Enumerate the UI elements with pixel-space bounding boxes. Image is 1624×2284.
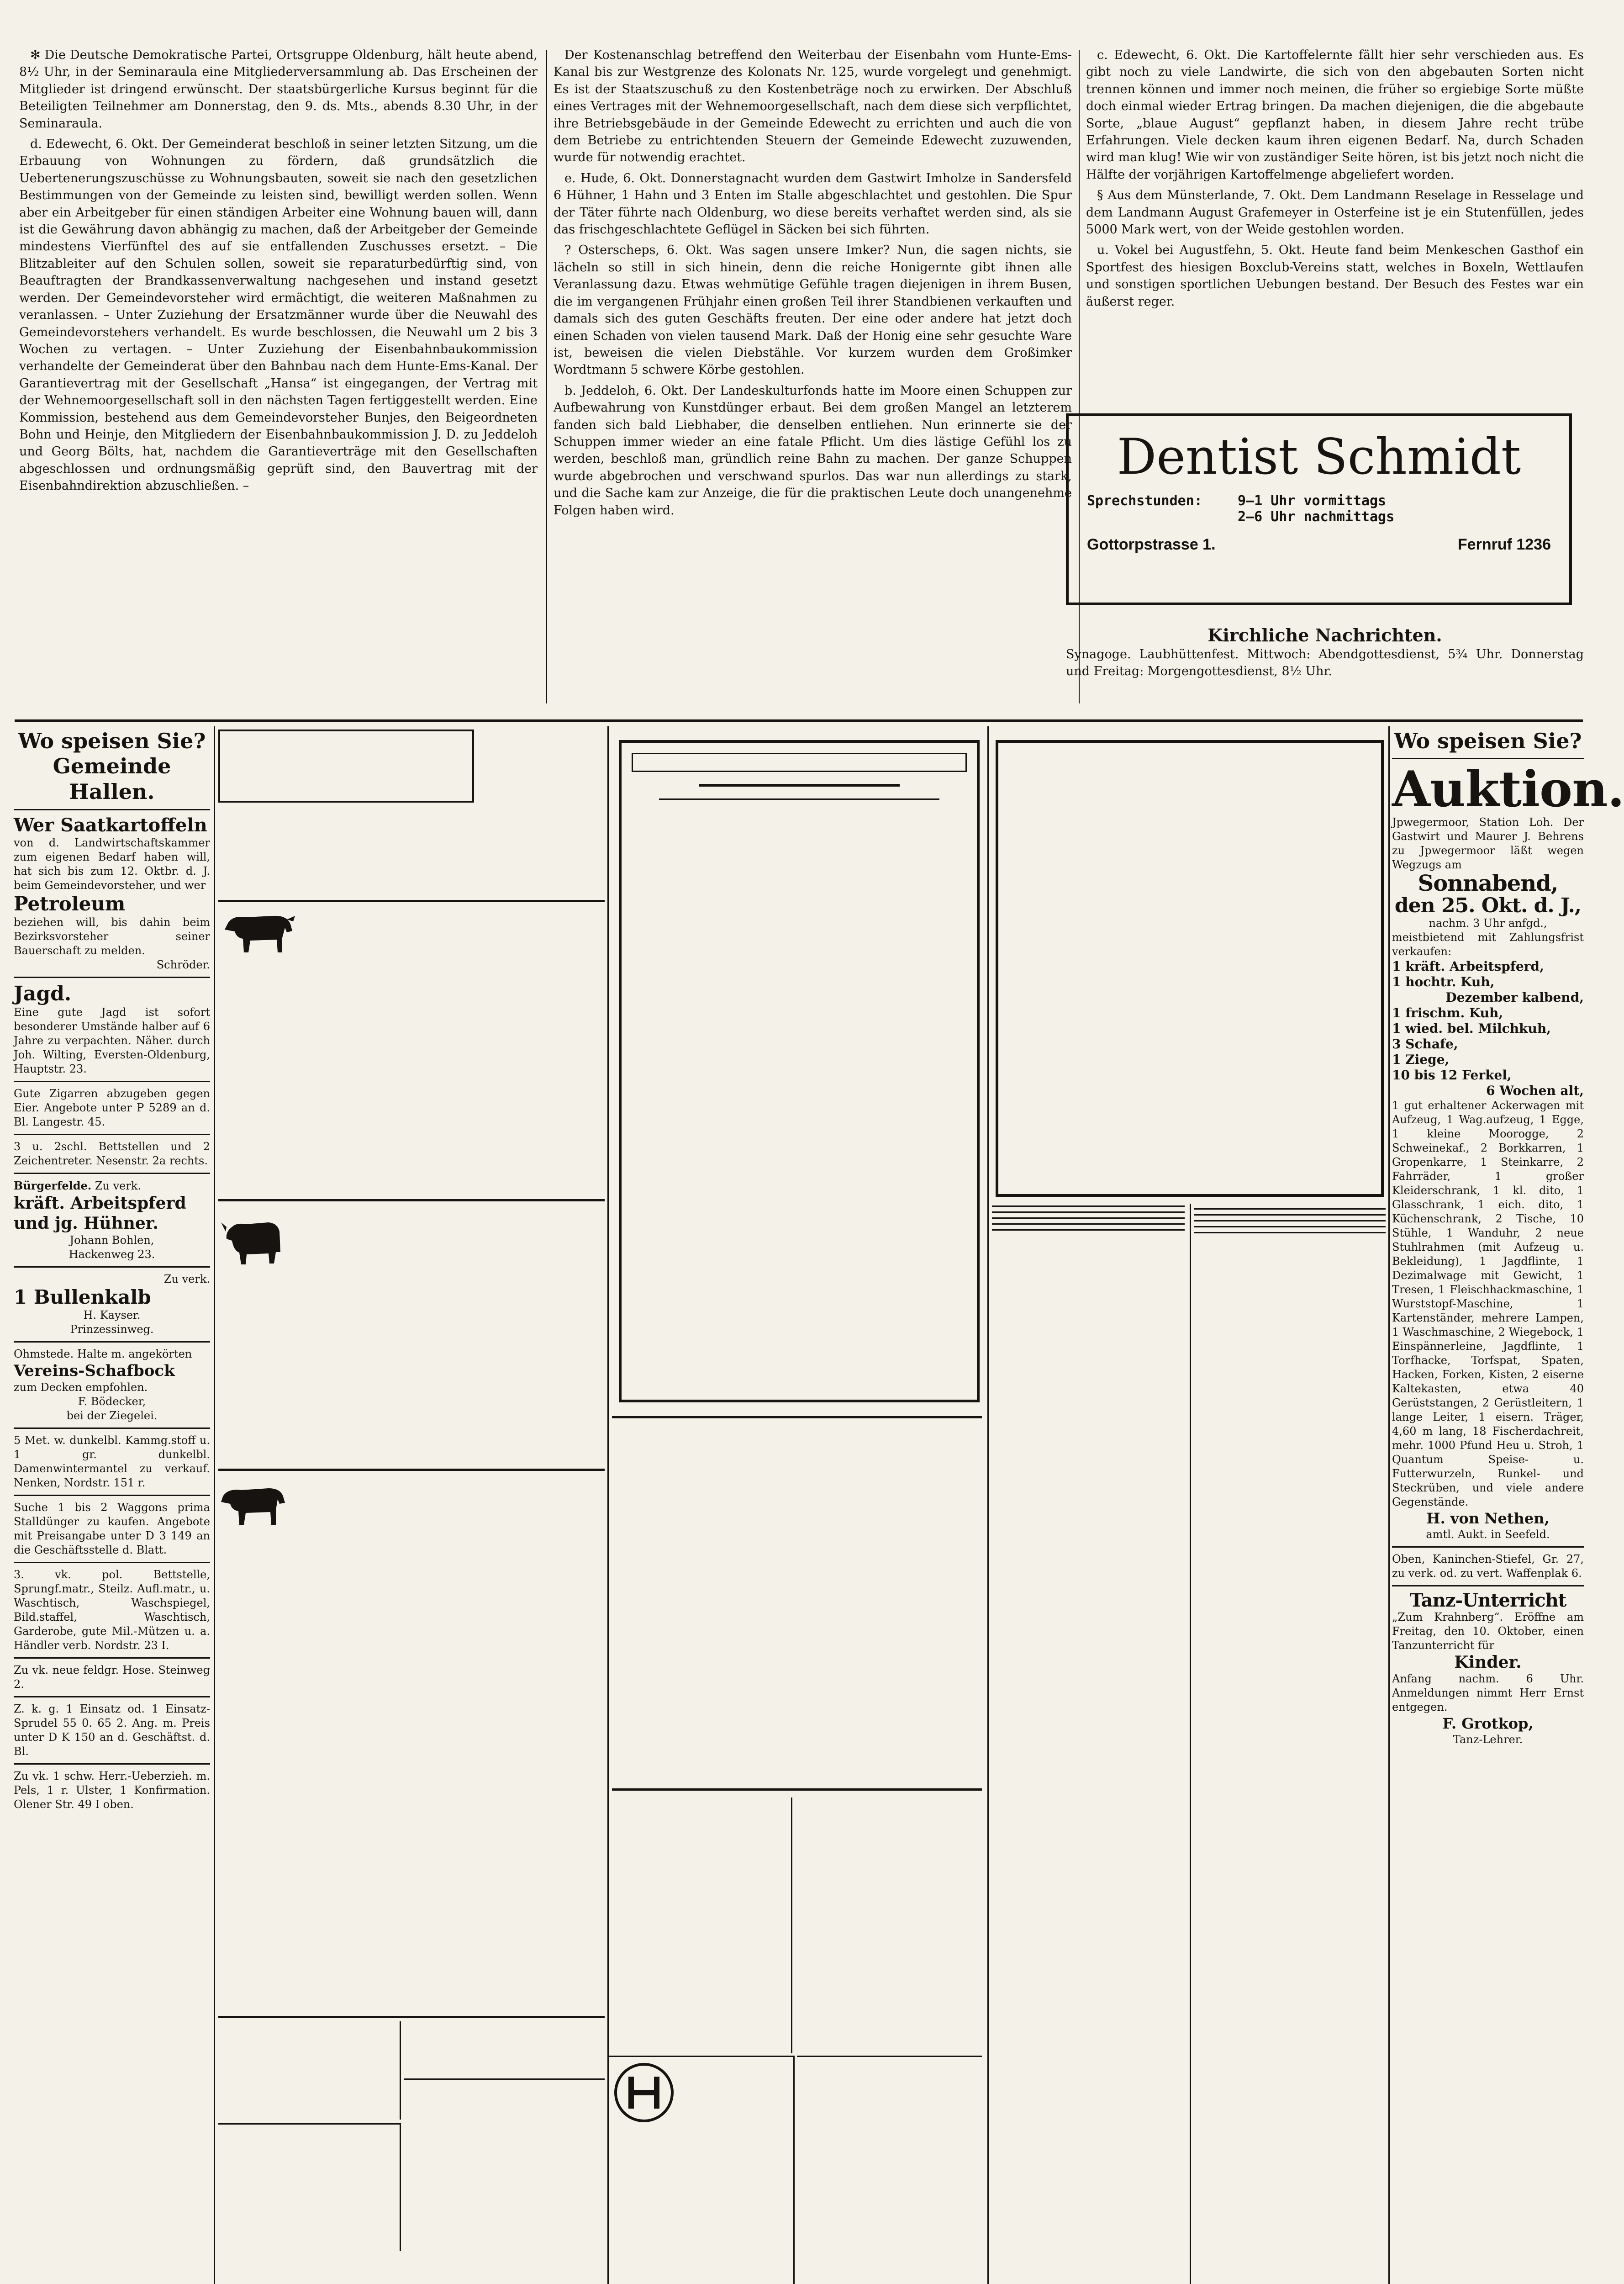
winterobst-ad	[612, 1416, 982, 1791]
flechten-text	[218, 728, 605, 797]
auktion-item-4: 1 frischm. Kuh,	[1392, 1005, 1503, 1020]
auktion-time: nachm. 3 Uhr anfgd.,	[1429, 916, 1547, 930]
auktion-item-9: 6 Wochen alt,	[1486, 1083, 1584, 1098]
buergerfelde-title	[14, 1179, 210, 1193]
cow-icon	[218, 906, 296, 956]
schafbock-text: zum Decken empfohlen.	[14, 1381, 148, 1394]
article-muensterland: § Aus dem Münsterlande, 7. Okt. Dem Landmann Reselage in Resselage und dem Landmann August Grafemeyer in Osterfeine ist je ein Stutenfüllen, jedes 5000 Mark wert, von der Weide gestohlen worden.	[1086, 188, 1584, 237]
tanz-text2: Anfang nachm. 6 Uhr. Anmeldungen nimmt Herr Ernst entgegen.	[1392, 1672, 1584, 1713]
haus-column	[992, 1204, 1188, 2284]
article-kostenanschlag: Der Kostenanschlag betreffend den Weiterbau der Eisenbahn vom Hunte-Ems-Kanal bis zur Westgrenze des Kolonats Nr. 125, wurde vorgelegt und genehmigt. Es ist der Staatszuschuß zu den Kostenbeträge noch zu erwirken. Der Abschluß eines Vertrages mit der Wehnemoorgesellschaft, nach dem diese sich verpflichtet, ihre Betriebsgebäude in der Gemeinde Edewecht zu errichten und auch die von dem Betriebe zu entrichtenden Steuern der Gemeinde Edewecht zuzuwenden, wurde für notwendig erachtet.	[554, 48, 1072, 165]
ziege-ad	[404, 2021, 605, 2076]
right-oben-ad: Oben, Kaninchen-Stiefel, Gr. 27, zu verk. od. zu vert. Waffenplak 6.	[1392, 1552, 1584, 1580]
cow-icon	[218, 1478, 287, 1528]
jagd-title: Jagd.	[14, 982, 72, 1005]
dentist-ad	[1066, 413, 1572, 605]
right-ads-column	[1392, 729, 1624, 2284]
auktion-day: Sonnabend,	[1418, 871, 1558, 897]
section-divider	[15, 719, 1583, 722]
zigarren-ad: Gute Zigarren abzugeben gegen Eier. Angebote unter P 5289 an d. Bl. Langestr. 45.	[14, 1087, 210, 1128]
flieder-ad	[992, 1204, 1185, 1207]
top-column-1	[19, 47, 538, 709]
column-divider	[987, 726, 989, 2284]
article-jeddeloh: b. Jeddeloh, 6. Okt. Der Landeskulturfonds hatte im Moore einen Schuppen zur Aufbewahrung von Kunstdünger erbaut. Bei dem großen Mangel an letzterem fanden sich bald Liebhaber, die denselben entliehen. Nun erinnerte sie der Schuppen immer wieder an eine fatale Pflicht. Um dies lästige Gefühl los zu werden, beschloß man, gründlich reine Bahn zu machen. Der ganze Schuppen wurde abgebrochen und verschwand spurlos. Das war nun allerdings zu stark, und die Sache kam zur Anzeige, die für die praktischen Leute doch unangenehme Folgen haben wird.	[554, 383, 1072, 518]
saat-text: von d. Landwirtschaftskammer zum eigenen Bedarf haben will, hat sich bis zum 12. Oktbr. d. J. beim Gemeindevorsteher, und wer	[14, 836, 210, 892]
tanz-title2: Kinder.	[1454, 1652, 1522, 1672]
left-where-eat-heading: Wo speisen Sie?	[18, 729, 206, 753]
schafbock-title: Vereins-Schafbock	[14, 1362, 175, 1380]
auktion-sign2: amtl. Aukt. in Seefeld.	[1426, 1528, 1550, 1541]
article-hude: e. Hude, 6. Okt. Donnerstagnacht wurden dem Gastwirt Imholze in Sandersfeld 6 Hühner, 1 Hahn und 3 Enten im Stalle abgeschlachtet und gestohlen. Die Spur der Täter führte nach Oldenburg, wo diese bereits verhaftet werden sind, als sie das frischgeschlachtete Geflügel in Säcken bei sich führten.	[554, 171, 1072, 237]
auktion-title: Auktion.	[1392, 761, 1624, 818]
bullen-sign: H. Kayser.	[83, 1309, 141, 1322]
jagd-text: Eine gute Jagd ist sofort besonderer Umstände halber auf 6 Jahre zu verpachten. Näher. durch Joh. Wilting, Eversten-Oldenburg, Hauptstr. 23.	[14, 1006, 210, 1075]
gertruden-ad	[797, 2056, 982, 2284]
auktion-text: Jpwegermoor, Station Loh. Der Gastwirt und Maurer J. Behrens zu Jpwegermoor läßt wegen Wegzugs am	[1392, 816, 1584, 872]
einsatz-ad: Z. k. g. 1 Einsatz od. 1 Einsatz-Sprudel 55 0. 65 2. Ang. m. Preis unter D K 150 an d. Geschäftst. d. Bl.	[14, 1702, 210, 1758]
article-edewecht-kartoffel: c. Edewecht, 6. Okt. Die Kartoffelernte fällt hier sehr verschieden aus. Es gibt noch zu viele Landwirte, die sich von den abgebauten Sorten nicht trennen können und immer noch meinen, die früher so ergiebige Sorte müßte doch einmal wieder Ertrag bringen. Da machen diejenigen, die die abgebaute Sorte, „blaue August“ gepflanzt haben, in diesem Jahre recht trübe Erfahrungen. Viele decken kaum ihren eigenen Bedarf. Na, durch Schaden wird man klug! Wie wir von zuständiger Seite hören, ist bis jetzt noch nicht die Hälfte der vorjährigen Kartoffelmenge abgeliefert worden.	[1086, 48, 1584, 182]
auktion-item-7: 1 Ziege,	[1392, 1052, 1450, 1067]
cow-icon	[218, 1209, 287, 1277]
top-column-2	[554, 47, 1072, 709]
bettstelle-ad: 3. vk. pol. Bettstelle, Sprungf.matr., Steilz. Aufl.matr., u. Waschtisch, Waschspiegel, Bild.staffel, Waschtisch, Garderobe, gute Mil.-Mützen u. a. Händler verb. Nordstr. 23 I.	[14, 1568, 210, 1652]
vieh3-ad	[218, 1475, 605, 2018]
saat-title: Wer Saatkartoffeln	[14, 814, 207, 836]
auktion-body: 1 gut erhaltener Ackerwagen mit Aufzeug, 1 Wag.aufzeug, 1 Egge, 1 kleine Moorogge, 2 Schweinekaf., 2 Borkkarren, 1 Gropenkarre, 1 Steinkarre, 2 Fahrräder, 1 großer Kleiderschrank, 1 kl. dito, 1 Glasschrank, 1 eich. dito, 1 Küchenschrank, 2 Tische, 10 Stühle, 1 Wanduhr, 2 neue Stuhlrahmen (mit Aufzeug u. Bekleidung), 1 Jagdflinte, 1 Dezimalwage mit Gewicht, 1 Tresen, 1 Fleischhackmaschine, 1 Wurststopf-Maschine, 1 Kartenständer, mehrere Lampen, 1 Waschmaschine, 2 Wiegebock, 1 Einspännerleine, Jagdflinte, 1 Torfhacke, Torfspat, Spaten, Hacken, Forken, Kisten, 2 eiserne Kaltekasten, etwa 40 Gerüststangen, 2 Gerüstleitern, 1 lange Leiter, 1 eisern. Träger, 4,60 m lang, 18 Fischerdachreit, mehr. 1000 Pfund Heu u. Stroh, 1 Quantum Speise- u. Futterwurzeln, Runkel- und Steckrüben, und viele andere Gegenstände.	[1392, 1099, 1584, 1508]
cuvba-ad	[607, 1798, 792, 2053]
auktion-item-1: 1 kräft. Arbeitspferd,	[1392, 958, 1544, 974]
article-osterscheps: ? Osterscheps, 6. Okt. Was sagen unsere Imker? Nun, die sagen nichts, sie lächeln so still in sich hinein, denn die reiche Honigernte gibt ihnen alle Veranlassung dazu. Etwas wehmütige Gefühle tragen diejenigen in ihrem Busen, die im vergangenen Frühjahr einen großen Teil ihrer Standbienen verkauften und damals sich des guten Geschäfts freuten. Der eine oder andere hat jetzt doch einen Schaden von vielen tausend Mark. Daß der Honig eine sehr gesuchte Ware ist, beweisen die vielen Diebstähle. Vor kurzem wurden dem Großimker Wordtmann 5 schwere Körbe gestohlen.	[554, 243, 1072, 377]
hausfrauen-logo-icon	[612, 2061, 676, 2125]
column-divider	[214, 726, 215, 2284]
dentist-name: Dentist Schmidt	[1117, 428, 1521, 486]
auktion-sign: H. von Nethen,	[1426, 1509, 1550, 1527]
buergerfelde-line2: und jg. Hühner.	[14, 1214, 158, 1233]
article-ddp: ✻ Die Deutsche Demokratische Partei, Ortsgruppe Oldenburg, hält heute abend, 8½ Uhr, in der Seminaraula eine Mitgliederversammlung ab. Das Erscheinen der Mitglieder ist dringend erwünscht. Der staatsbürgerliche Kursus beginnt für die Beteiligten Teilnehmer am Donnerstag, den 9. ds. Mts., abends 8.30 Uhr, in der Seminaraula.	[19, 48, 538, 131]
auktion-item-3: Dezember kalbend,	[1445, 989, 1584, 1005]
column-divider	[1388, 726, 1390, 2284]
bullen-pre: Zu verk.	[163, 1273, 210, 1285]
hund-ad	[218, 2123, 401, 2251]
ohmstede-text: Ohmstede. Halte m. angekörten	[14, 1348, 192, 1360]
church-title: Kirchliche Nachrichten.	[1207, 625, 1442, 645]
saat-sign: Schröder.	[156, 958, 210, 971]
stalling-ad	[619, 740, 980, 1402]
petroleum-word: Petroleum	[14, 893, 126, 915]
auktion-item-5: 1 wied. bel. Milchkuh,	[1392, 1020, 1551, 1036]
bullen-title: 1 Bullenkalb	[14, 1286, 151, 1308]
right-where-eat-heading: Wo speisen Sie?	[1394, 729, 1582, 753]
dentist-hours-label: Sprechstunden:	[1087, 493, 1202, 509]
dentist-hours-2: 2—6 Uhr nachmittags	[1238, 509, 1395, 525]
dentist-address: Gottorpstrasse 1.	[1087, 536, 1216, 553]
tanz-title: Tanz-Unterricht	[1409, 1589, 1566, 1611]
achtung-ad	[996, 740, 1384, 1197]
schlachthof-ad	[404, 2078, 605, 2252]
stoff-ad: 5 Met. w. dunkelbl. Kammg.stoff u. 1 gr. dunkelbl. Damenwintermantel zu verkauf. Nenken, Nordstr. 151 r.	[14, 1434, 210, 1489]
auktion-item-2: 1 hochtr. Kuh,	[1392, 974, 1495, 989]
hose-ad: Zu vk. neue feldgr. Hose. Steinweg 2.	[14, 1664, 210, 1691]
church-text: Synagoge. Laubhüttenfest. Mittwoch: Abendgottesdienst, 5¾ Uhr. Donnerstag und Freitag: Morgengottesdienst, 8½ Uhr.	[1066, 647, 1584, 679]
article-edewecht-gemeinderat: d. Edewecht, 6. Okt. Der Gemeinderat beschloß in seiner letzten Sitzung, um die Erbauung von Wohnungen zu fördern, daß grundsätzlich die Uebertenerungszuschüsse zu Wohnungsbauten, soweit sie nach den gesetzlichen Bestimmungen von der Gemeinde zu leisten sind, bewilligt werden sollen. Wenn aber ein Arbeitgeber für einen ständigen Arbeiter eine Wohnung bauen will, dann ist die Gewährung davon abhängig zu machen, daß der Arbeitgeber der Gemeinde mindestens Vierfünftel des auf sie entfallenden Zuschusses ersetzt. – Die Blitzableiter auf den Schulen sollen, soweit sie reparaturbedürftig sind, von Beauftragten der Brandkassenverwaltung nachgesehen und instand gesetzt werden. Der Gemeindevorsteher wird ermächtigt, die weiteren Maßnahmen zu veranlassen. – Unter Zuziehung der Ersatzmänner wurde über die Neuwahl des Gemeindevorstehers verhandelt. Es wurde beschlossen, die Neuwahl um 2 bis 3 Wochen zu vertagen. – Unter Zuziehung der Eisenbahnbaukommission verhandelte der Gemeinderat über den Bahnbau nach dem Hunte-Ems-Kanal. Der Garantievertrag mit der Gesellschaft „Hansa“ ist eingegangen, der Vertrag mit der Wehnemoorgesellschaft soll in den nächsten Tagen fertiggestellt werden. Eine Kommission, bestehend aus dem Gemeindevorsteher Bunjes, den Beigeordneten Bohn und Heinje, den Mitgliedern der Eisenbahnbaukommission J. D. zu Jeddeloh und Georg Bölts, hat, nachdem die Garantieverträge mit den Gesellschaften abgeschlossen und ordnungsmäßig geprüft sind, den Bauvertrag mit der Eisenbahndirektion abzuschließen. –	[19, 137, 538, 493]
auktion-date: den 25. Okt. d. J.,	[1394, 894, 1582, 917]
dentist-hours-1: 9—1 Uhr vormittags	[1238, 493, 1387, 509]
schafbock-addr: bei der Ziegelei.	[66, 1409, 158, 1422]
article-vokel: u. Vokel bei Augustfehn, 5. Okt. Heute fand beim Menkeschen Gasthof ein Sportfest des hiesigen Boxclub-Vereins statt, welches in Boxeln, Wettlaufen und sonstigen sportlichen Uebungen bestand. Der Besuch des Festes war ein äußerst reger.	[1086, 243, 1584, 309]
unter-column	[1194, 1204, 1386, 2284]
buergerfelde-text: Zu verk.	[95, 1179, 142, 1192]
buergerfelde-sign: Johann Bohlen,	[69, 1234, 154, 1247]
hausfrauen-ad	[607, 2056, 795, 2284]
top-column-3	[1086, 47, 1584, 407]
church-notices	[1066, 625, 1584, 716]
tanz-sign2: Tanz-Lehrer.	[1453, 1733, 1523, 1746]
widerruf-ad	[795, 1798, 982, 2053]
column-divider	[1079, 50, 1080, 703]
vieh1-ad	[218, 900, 605, 1201]
buergerfelde-place: Bürgerfelde.	[14, 1179, 92, 1192]
schafbock-sign: F. Bödecker,	[78, 1395, 146, 1408]
auktion-note: meistbietend mit Zahlungsfrist verkaufen:	[1392, 931, 1584, 958]
stalling-price	[699, 784, 900, 787]
auktion-item-8: 10 bis 12 Ferkel,	[1392, 1067, 1512, 1083]
flechten-lab	[218, 864, 605, 894]
bullen-addr: Prinzessinweg.	[70, 1323, 154, 1336]
dentist-phone: Fernruf 1236	[1457, 536, 1551, 553]
stalldung-ad: Suche 1 bis 2 Waggons prima Stalldünger zu kaufen. Angebote mit Preisangabe unter D 3 149 an die Geschäftsstelle d. Blatt.	[14, 1501, 210, 1556]
eber-ad	[218, 2021, 401, 2120]
buergerfelde-addr: Hackenweg 23.	[69, 1248, 155, 1261]
tanz-text: „Zum Krahnberg“. Eröffne am Freitag, den 10. Oktober, einen Tanzunterricht für	[1392, 1610, 1584, 1652]
left-ads-column	[14, 729, 210, 2284]
flechten-ad	[218, 727, 605, 896]
buergerfelde-line1: kräft. Arbeitspferd	[14, 1194, 186, 1213]
column-divider	[1190, 1204, 1191, 2284]
ueberzieher-ad: Zu vk. 1 schw. Herr.-Ueberzieh. m. Pels, 1 r. Ulster, 1 Konfirmation. Olener Str. 49 I oben.	[14, 1770, 210, 1811]
auktion-item-6: 3 Schafe,	[1392, 1036, 1458, 1052]
vieh2-ad	[218, 1206, 605, 1471]
saat-text-2: beziehen will, bis dahin beim Bezirksvorsteher seiner Bauerschaft zu melden.	[14, 916, 210, 957]
column-divider	[546, 50, 547, 703]
left-gemeinde-hallen: Gemeinde Hallen.	[53, 754, 171, 804]
tanz-sign: F. Grotkop,	[1442, 1714, 1534, 1732]
betten-ad: 3 u. 2schl. Bettstellen und 2 Zeichentreter. Nesenstr. 2a rechts.	[14, 1140, 210, 1167]
